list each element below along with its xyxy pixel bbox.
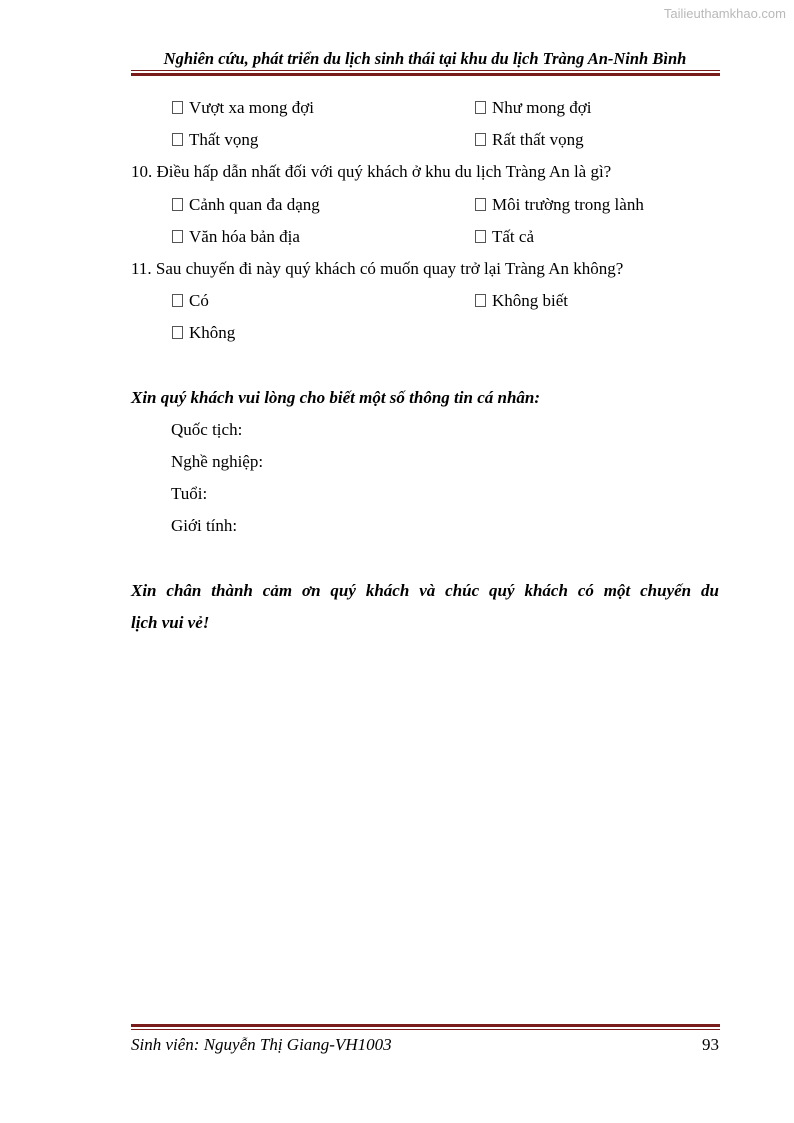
footer-rule-thick bbox=[131, 1024, 720, 1027]
field-occupation: Nghề nghiệp: bbox=[171, 452, 264, 471]
closing-line-1: Xin chân thành cảm ơn quý khách và chúc quý khách có một chuyến du bbox=[131, 581, 719, 600]
field-age: Tuổi: bbox=[171, 484, 208, 503]
q10-option-culture[interactable]: Văn hóa bản địa bbox=[172, 227, 300, 247]
checkbox-icon[interactable] bbox=[475, 198, 486, 211]
q9-option-very-disappointed[interactable]: Rất thất vọng bbox=[475, 130, 584, 150]
checkbox-icon[interactable] bbox=[475, 294, 486, 307]
q11-option-yes[interactable]: Có bbox=[172, 291, 209, 311]
q11-option-no[interactable]: Không bbox=[172, 323, 235, 343]
q9-option-disappointed[interactable]: Thất vọng bbox=[172, 130, 258, 150]
footer-author: Sinh viên: Nguyễn Thị Giang-VH1003 bbox=[131, 1035, 392, 1054]
q11-option-unknown[interactable]: Không biết bbox=[475, 291, 568, 311]
running-header: Nghiên cứu, phát triển du lịch sinh thái tại khu du lịch Tràng An-Ninh Bình bbox=[163, 49, 687, 68]
q9-option-exceeded[interactable]: Vượt xa mong đợi bbox=[172, 98, 314, 118]
checkbox-icon[interactable] bbox=[475, 101, 486, 114]
page-number: 93 bbox=[702, 1035, 719, 1054]
q10-option-landscape[interactable]: Cảnh quan đa dạng bbox=[172, 195, 320, 215]
header-rule-thin bbox=[131, 70, 720, 71]
q10-question: 10. Điều hấp dẫn nhất đối với quý khách ở khu du lịch Tràng An là gì? bbox=[131, 162, 612, 181]
header-rule-thick bbox=[131, 73, 720, 76]
q9-option-as-expected[interactable]: Như mong đợi bbox=[475, 98, 591, 118]
q10-option-all[interactable]: Tất cả bbox=[475, 227, 534, 247]
footer-rule-thin bbox=[131, 1029, 720, 1030]
checkbox-icon[interactable] bbox=[172, 326, 183, 339]
field-gender: Giới tính: bbox=[171, 516, 238, 535]
q10-option-environment[interactable]: Môi trường trong lành bbox=[475, 195, 644, 215]
checkbox-icon[interactable] bbox=[172, 294, 183, 307]
checkbox-icon[interactable] bbox=[172, 198, 183, 211]
field-nationality: Quốc tịch: bbox=[171, 420, 243, 439]
checkbox-icon[interactable] bbox=[172, 101, 183, 114]
checkbox-icon[interactable] bbox=[475, 133, 486, 146]
checkbox-icon[interactable] bbox=[172, 133, 183, 146]
checkbox-icon[interactable] bbox=[172, 230, 183, 243]
watermark: Tailieuthamkhao.com bbox=[663, 6, 786, 21]
checkbox-icon[interactable] bbox=[475, 230, 486, 243]
q11-question: 11. Sau chuyến đi này quý khách có muốn quay trở lại Tràng An không? bbox=[131, 259, 624, 278]
personal-info-heading: Xin quý khách vui lòng cho biết một số thông tin cá nhân: bbox=[131, 388, 541, 407]
closing-line-2: lịch vui vẻ! bbox=[131, 613, 210, 632]
